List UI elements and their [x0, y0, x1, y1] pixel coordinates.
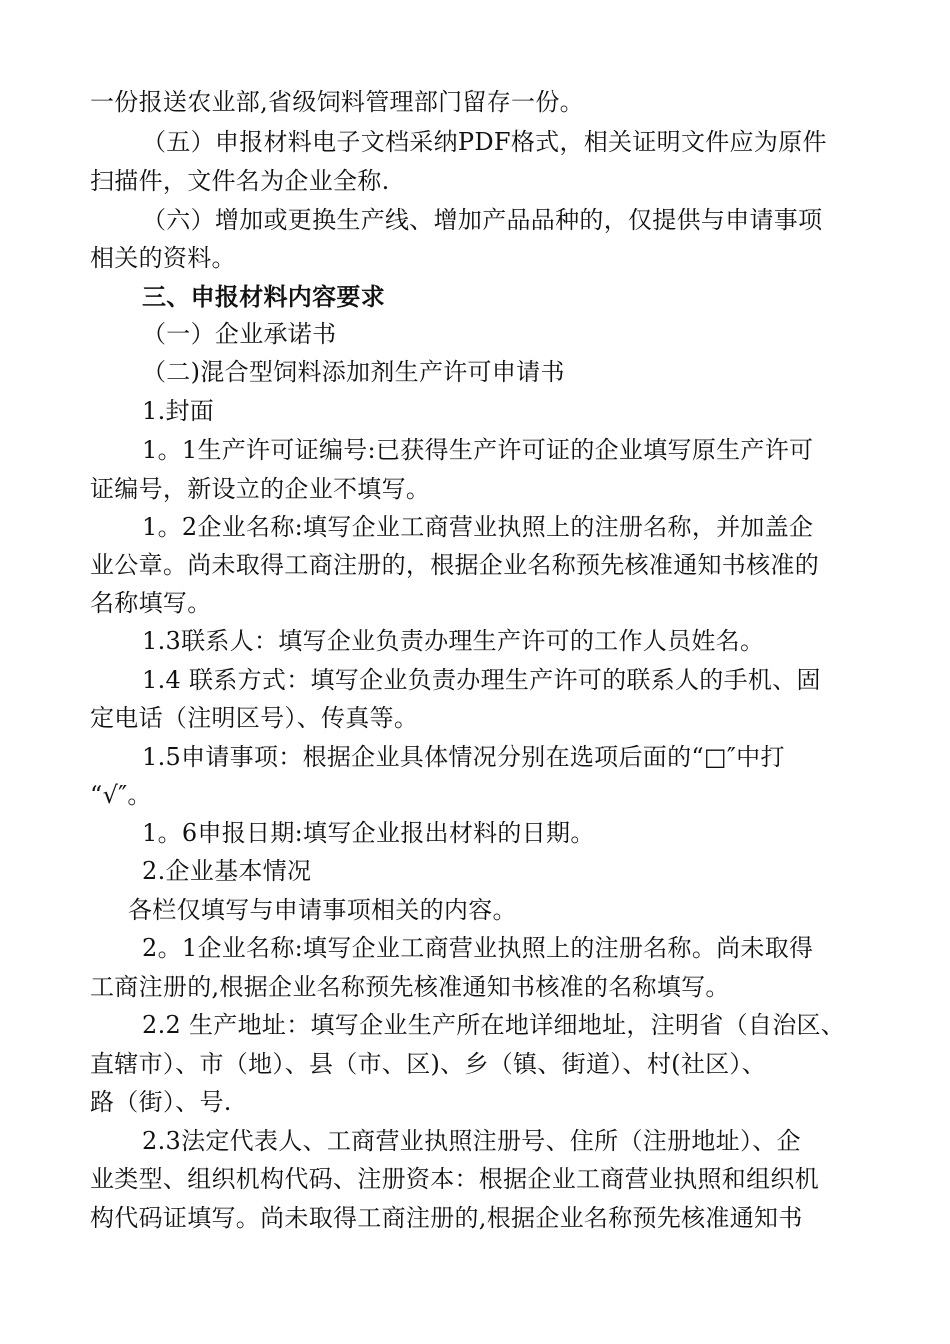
body-text-line: 一份报送农业部,省级饲料管理部门留存一份。: [90, 88, 584, 116]
body-text-line: 相关的资料。: [90, 244, 236, 272]
body-text-line: 直辖市）、市（地）、县（市、区)、乡（镇、街道）、村(社区）、: [90, 1050, 767, 1078]
body-text-line: 2.2 生产地址：填写企业生产所在地详细地址，注明省（自治区、: [142, 1011, 846, 1039]
subsection-heading: （二)混合型饲料添加剂生产许可申请书: [142, 358, 565, 386]
section-heading: 三、申报材料内容要求: [142, 283, 385, 311]
body-text-line: 2.3法定代表人、工商营业执照注册号、住所（注册地址）、企: [142, 1127, 801, 1155]
body-text-line: （六）增加或更换生产线、增加产品品种的，仅提供与申请事项: [142, 206, 823, 234]
item-heading: 1.封面: [142, 397, 215, 425]
body-text-line: 1.3联系人：填写企业负责办理生产许可的工作人员姓名。: [142, 627, 765, 655]
body-text-line: 路（街）、号.: [90, 1088, 232, 1116]
body-text-line: 业公章。尚未取得工商注册的，根据企业名称预先核准通知书核准的: [90, 551, 819, 579]
body-text-line: 1。1生产许可证编号:已获得生产许可证的企业填写原生产许可: [142, 436, 814, 464]
body-text-line: 证编号，新设立的企业不填写。: [90, 475, 431, 503]
body-text-line: 定电话（注明区号）、传真等。: [90, 704, 419, 732]
subsection-heading: （一）企业承诺书: [142, 320, 337, 348]
body-text-line: “√″。: [90, 781, 152, 809]
body-text-line: 扫描件，文件名为企业全称.: [90, 167, 390, 195]
body-text-line: （五）申报材料电子文档采纳PDF格式，相关证明文件应为原件: [142, 128, 827, 156]
body-text-line: 工商注册的,根据企业名称预先核准通知书核准的名称填写。: [90, 973, 730, 1001]
body-text-line: 2。1企业名称:填写企业工商营业执照上的注册名称。尚未取得: [142, 934, 814, 962]
item-heading: 2.企业基本情况: [142, 857, 312, 885]
body-text-line: 1.4 联系方式：填写企业负责办理生产许可的联系人的手机、固: [142, 666, 821, 694]
body-text-line: 各栏仅填写与申请事项相关的内容。: [128, 896, 517, 924]
body-text-line: 1。2企业名称:填写企业工商营业执照上的注册名称，并加盖企: [142, 513, 814, 541]
body-text-line: 业类型、组织机构代码、注册资本：根据企业工商营业执照和组织机: [90, 1165, 819, 1193]
body-text-line: 1.5申请事项：根据企业具体情况分别在选项后面的“□″中打: [142, 743, 785, 771]
body-text-line: 构代码证填写。尚未取得工商注册的,根据企业名称预先核准通知书: [90, 1204, 803, 1232]
body-text-line: 名称填写。: [90, 589, 212, 617]
body-text-line: 1。6申报日期:填写企业报出材料的日期。: [142, 819, 595, 847]
